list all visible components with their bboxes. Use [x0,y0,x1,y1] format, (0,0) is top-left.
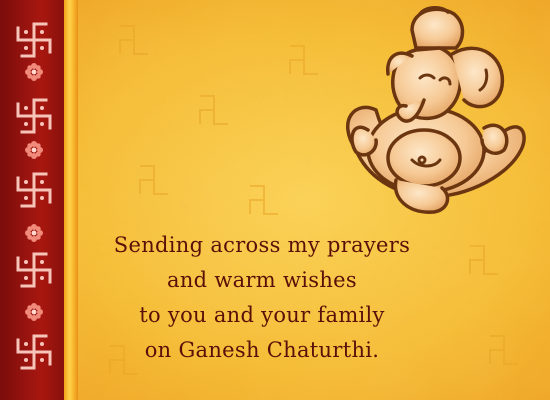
ganesha-illustration [316,0,538,222]
swastika-icon [12,94,56,138]
greeting-line: and warm wishes [167,268,357,292]
swastika-icon [12,168,56,212]
greeting-line: Sending across my prayers [113,233,411,257]
flower-icon [24,140,44,160]
swastika-icon [12,18,56,62]
swastika-icon [12,248,56,292]
greeting-line: to you and your family [139,303,385,327]
greeting-line: on Ganesh Chaturthi. [144,338,380,362]
flower-icon [24,223,44,243]
gold-border-edge [64,0,78,400]
swastika-icon [12,330,56,374]
flower-icon [24,302,44,322]
flower-icon [24,62,44,82]
greeting-message [92,228,432,368]
